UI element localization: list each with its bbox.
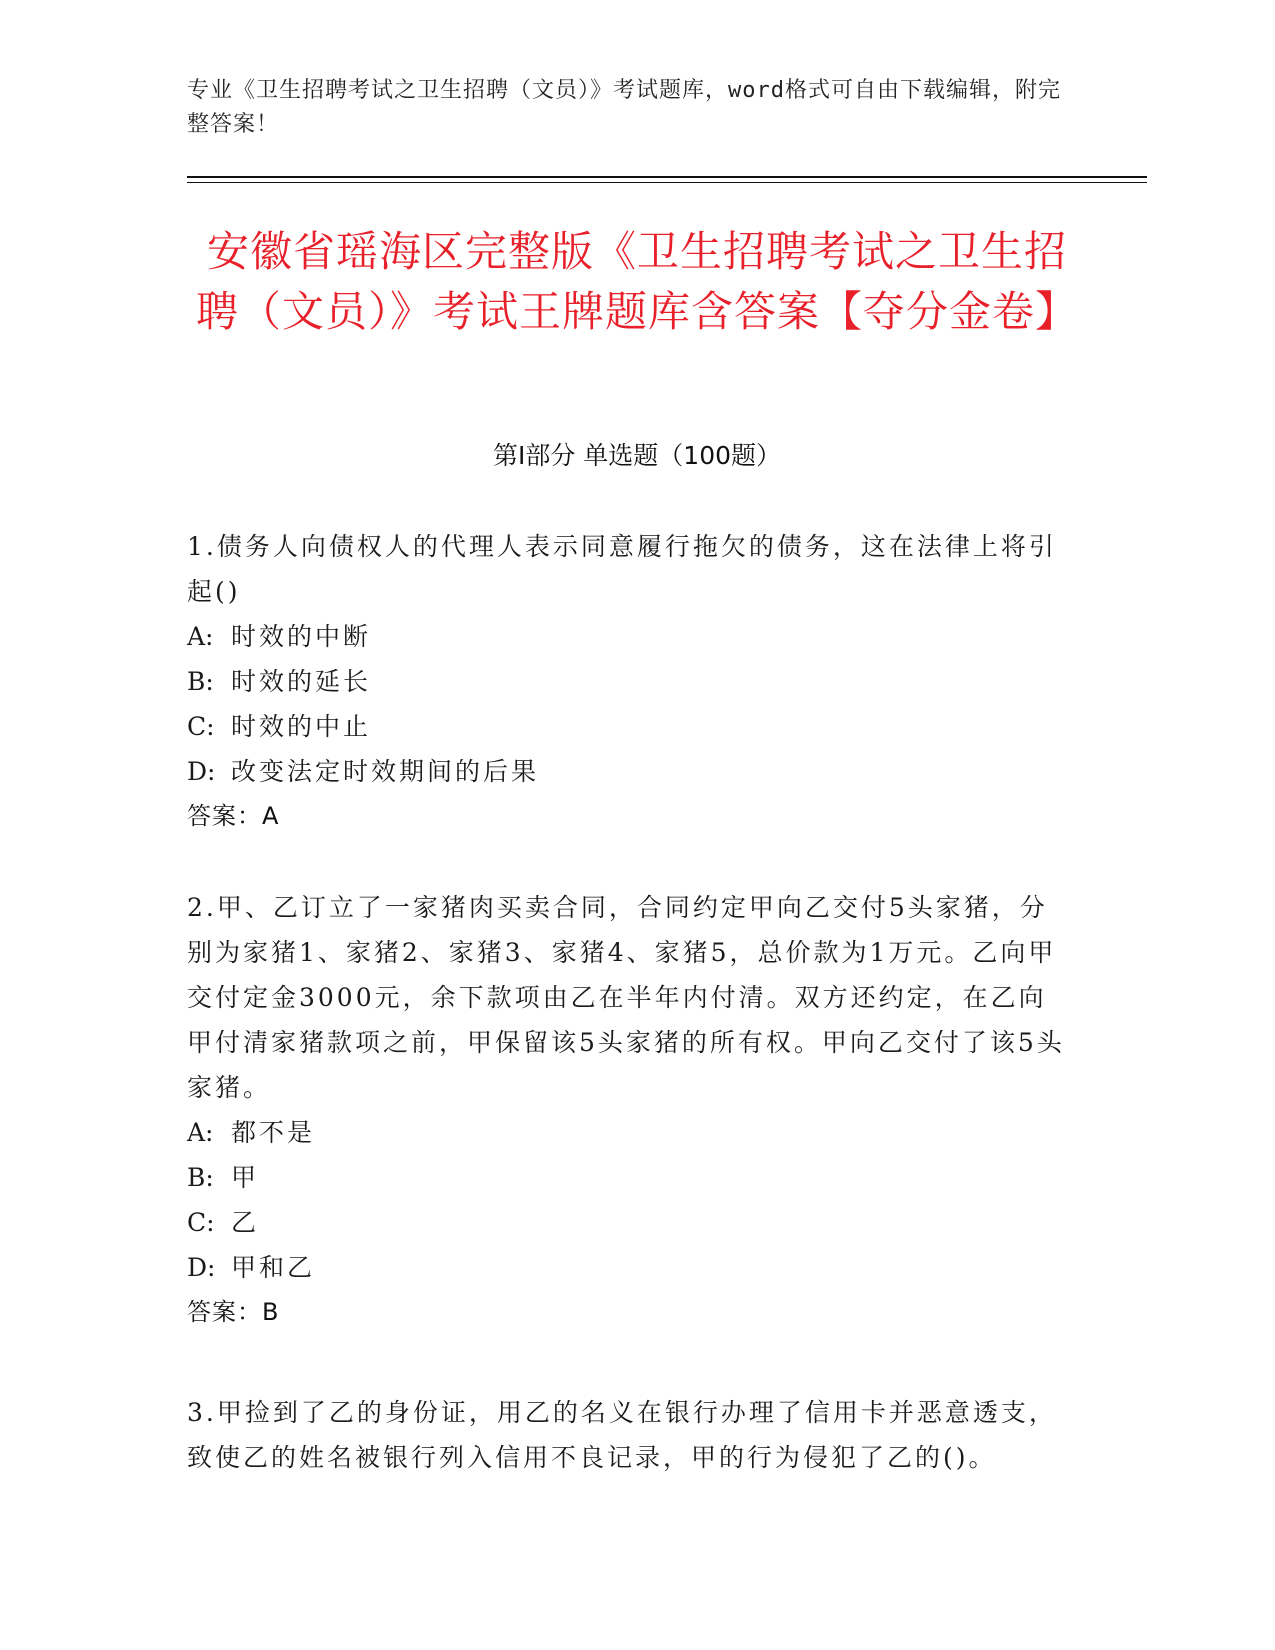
- option-key: D:: [187, 757, 216, 786]
- option-a: [187, 614, 1067, 659]
- header-note: 专业《卫生招聘考试之卫生招聘（文员）》考试题库，word格式可自由下载编辑，附完整答案！: [187, 78, 1061, 137]
- option-key: A:: [187, 1118, 214, 1147]
- header-divider-thin: [187, 182, 1147, 183]
- option-key: B:: [187, 667, 214, 696]
- question-stem: 1.债务人向债权人的代理人表示同意履行拖欠的债务，这在法律上将引起(): [187, 532, 1057, 606]
- option-text: 都不是: [231, 1118, 316, 1147]
- option-b: [187, 659, 1067, 704]
- option-d: [187, 749, 1067, 794]
- question-2: [187, 885, 1067, 1335]
- option-key: B:: [187, 1163, 214, 1192]
- option-text: 时效的延长: [231, 667, 372, 696]
- option-text: 乙: [231, 1208, 260, 1237]
- question-3: [187, 1390, 1067, 1480]
- header-divider-thick: [187, 176, 1147, 178]
- question-stem: 3.甲捡到了乙的身份证，用乙的名义在银行办理了信用卡并恶意透支，致使乙的姓名被银行列入信用不良记录，甲的行为侵犯了乙的()。: [187, 1398, 1057, 1472]
- option-text: 甲和乙: [231, 1253, 316, 1282]
- option-text: 时效的中断: [231, 622, 372, 651]
- option-key: C:: [187, 712, 215, 741]
- answer-line: 答案：A: [187, 802, 280, 830]
- option-c: [187, 704, 1067, 749]
- option-d: [187, 1245, 1067, 1290]
- option-key: D:: [187, 1253, 216, 1282]
- question-1: [187, 524, 1067, 839]
- option-text: 改变法定时效期间的后果: [231, 757, 540, 786]
- option-text: 时效的中止: [231, 712, 372, 741]
- document-title: 安徽省瑶海区完整版《卫生招聘考试之卫生招聘（文员）》考试王牌题库含答案【夺分金卷】: [195, 227, 1078, 336]
- option-c: [187, 1200, 1067, 1245]
- question-stem: 2.甲、乙订立了一家猪肉买卖合同，合同约定甲向乙交付5头家猪，分别为家猪1、家猪2、家猪3、家猪4、家猪5，总价款为1万元。乙向甲交付定金3000元，余下款项由乙在半年内付清。双方还约定，在乙向甲付清家猪款项之前，甲保留该5头家猪的所有权。甲向乙交付了该5头家猪。: [187, 893, 1065, 1102]
- option-text: 甲: [231, 1163, 260, 1192]
- section-heading: 第Ⅰ部分 单选题（100题）: [492, 441, 782, 470]
- option-key: C:: [187, 1208, 215, 1237]
- answer-line: 答案：B: [187, 1298, 280, 1326]
- option-key: A:: [187, 622, 214, 651]
- option-b: [187, 1155, 1067, 1200]
- option-a: [187, 1110, 1067, 1155]
